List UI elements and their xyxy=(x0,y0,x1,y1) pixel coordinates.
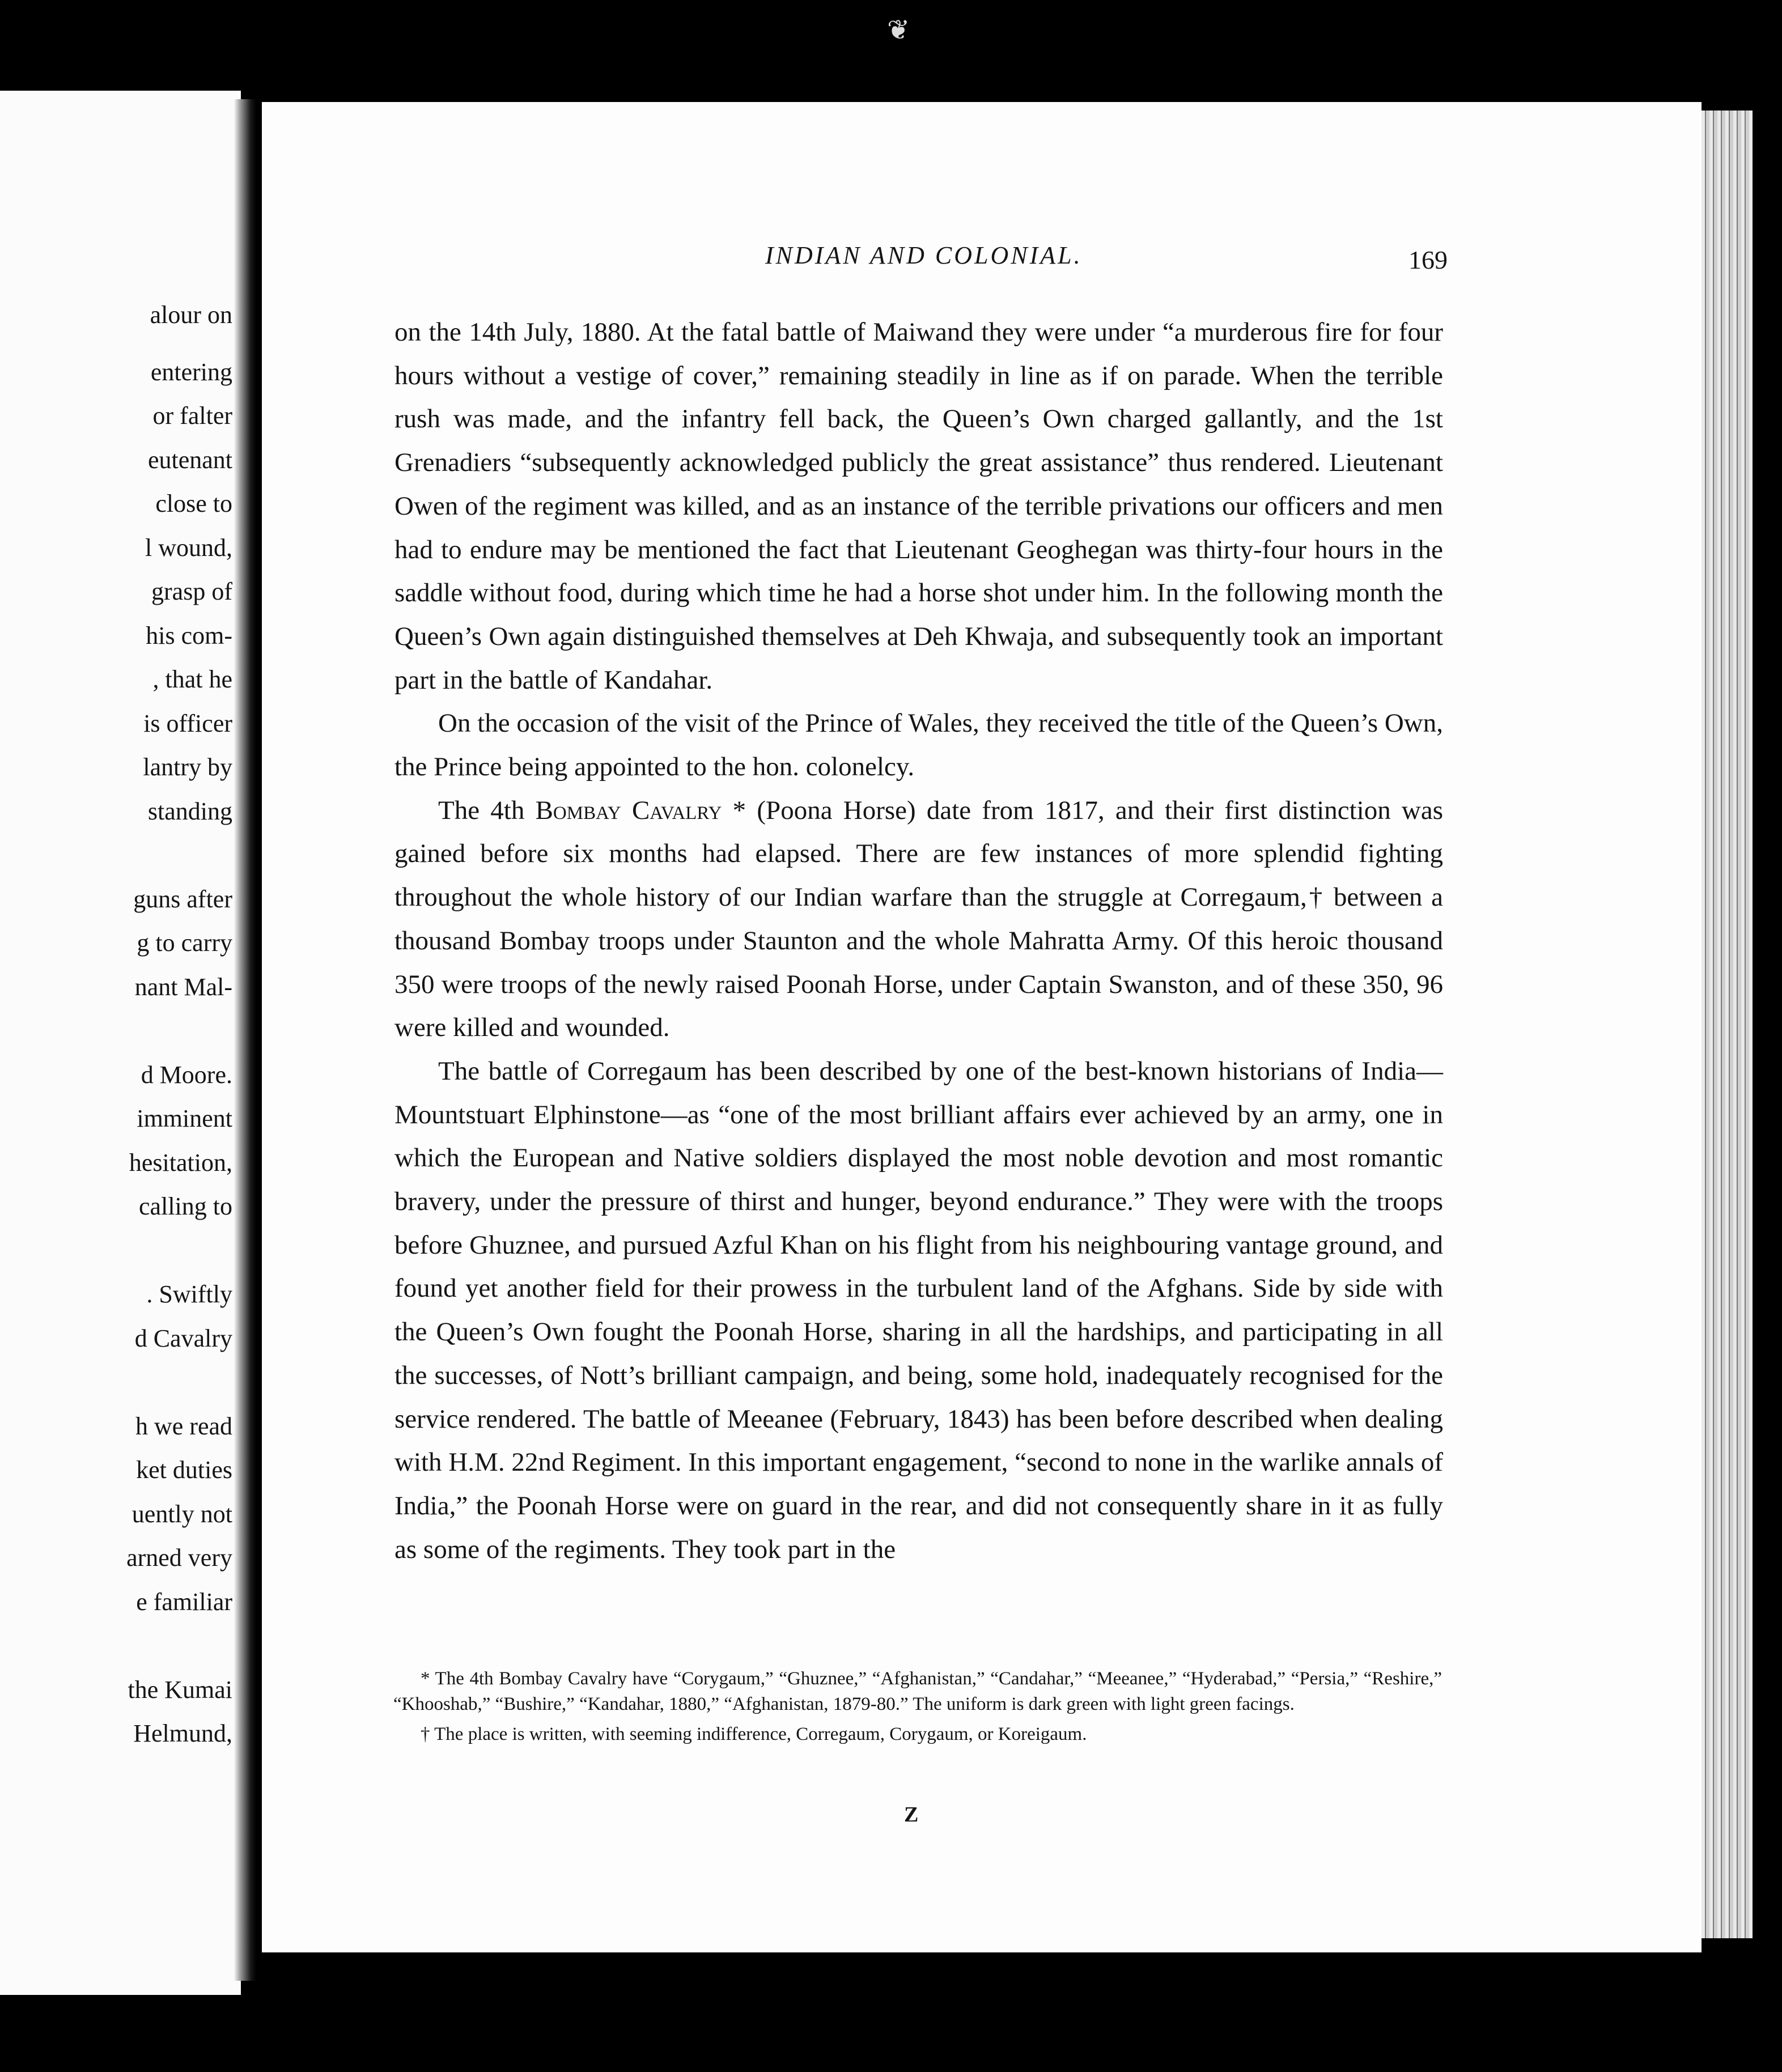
paragraph-2: On the occasion of the visit of the Prince of Wales, they received the title of the Queen’s Own, the Prince being appointed to the hon. colonelcy. xyxy=(394,708,1443,782)
left-page-line: Helmund, xyxy=(133,1719,232,1747)
left-page-line: g to carry xyxy=(137,929,232,957)
signature-mark: Z xyxy=(904,1803,919,1827)
left-page-line: nant Mal- xyxy=(134,973,232,1001)
left-page-first-line: alour on xyxy=(150,301,232,329)
left-page-line: his com- xyxy=(146,621,232,649)
regiment-name: Bombay Cavalry xyxy=(535,795,722,825)
footnote-1: * The 4th Bombay Cavalry have “Corygaum,” “Ghuznee,” “Afghanistan,” “Candahar,” “Meeanee,” “Hyderabad,” “Persia,” “Reshire,” “Khooshab,” “Bushire,” “Kandahar, 1880,” “Afghanistan, 1879-80.” The uniform is dark green with light green facings. xyxy=(393,1668,1442,1714)
left-page-line: d Moore. xyxy=(141,1060,232,1089)
left-page-line xyxy=(0,1360,232,1404)
paragraph-1: on the 14th July, 1880. At the fatal battle of Maiwand they were under “a murderous fire for four hours without a vestige of cover,” remaining steadily in line as if on parade. When the terrible rush was made, and the infantry fell back, the Queen’s Own charged gallantly, and the 1st Grenadiers “subsequently acknowledged publicly the great assistance” thus rendered. Lieutenant Owen of the regiment was killed, and as an instance of the terrible privations our officers and men had to endure may be mentioned the fact that Lieutenant Geoghegan was thirty-four hours in the saddle without food, during which time he had a horse shot under him. In the following month the Queen’s Own again distinguished themselves at Deh Khwaja, and subsequently took an important part in the battle of Kandahar. xyxy=(394,317,1443,695)
left-page-line xyxy=(0,1229,232,1273)
left-page-line xyxy=(0,833,232,877)
left-page-text xyxy=(0,306,232,1756)
left-page-line: close to xyxy=(155,490,232,517)
left-page-line: hesitation, xyxy=(129,1148,232,1177)
left-page-line xyxy=(0,306,232,350)
page-number: 169 xyxy=(1408,245,1448,274)
left-page-line: standing xyxy=(147,797,232,825)
running-head: INDIAN AND COLONIAL. xyxy=(765,241,1083,269)
paragraph-3-rest: * (Poona Horse) date from 1817, and their first distinction was gained before six months had elapsed. There are few instances of more splendid fighting throughout the whole history of our Indian warfare than the struggle at Corregaum,† between a thousand Bombay troops under Staunton and the whole Mahratta Army. Of this heroic thousand 350 were troops of the newly raised Poonah Horse, under Captain Swanston, and of these 350, 96 were killed and wounded. xyxy=(394,795,1443,1043)
left-page-line: calling to xyxy=(139,1192,232,1220)
left-page-line: , that he xyxy=(152,665,232,693)
left-page-line xyxy=(0,1009,232,1053)
footnotes xyxy=(393,1666,1442,1752)
paragraph-3-start: The 4th xyxy=(438,795,536,825)
left-page-line: d Cavalry xyxy=(134,1324,232,1352)
page-edges xyxy=(1702,111,1753,1938)
footnote-2: † The place is written, with seeming indifference, Corregaum, Corygaum, or Koreigaum. xyxy=(421,1724,1087,1744)
paragraph-4: The battle of Corregaum has been described by one of the best-known historians of India—Mountstuart Elphinstone—as “one of the most brilliant affairs ever achieved by an army, one in which the European and Native soldiers displayed the most noble devotion and most romantic bravery, under the pressure of thirst and hunger, beyond endurance.” They were with the troops before Ghuznee, and pursued Azful Khan on his flight from his neighbouring vantage ground, and found yet another field for their prowess in the turbulent land of the Afghans. Side by side with the Queen’s Own fought the Poonah Horse, sharing in all the hardships, and participating in all the successes, of Nott’s brilliant campaign, and being, some hold, inadequately recognised for the service rendered. The battle of Meeanee (February, 1843) has been before described when dealing with H.M. 22nd Regiment. In this important engagement, “second to none in the warlike annals of India,” the Poonah Horse were on guard in the rear, and did not consequently share in it as fully as some of the regiments. They took part in the xyxy=(394,1056,1443,1564)
left-page-line: lantry by xyxy=(143,753,232,781)
left-page-line: guns after xyxy=(133,885,232,913)
left-page-line: entering xyxy=(150,358,232,386)
paragraph-3 xyxy=(394,789,1443,1050)
left-page-line: the Kumai xyxy=(128,1675,232,1704)
left-page-line: ket duties xyxy=(136,1456,232,1484)
ornament-mark: ❦ xyxy=(887,15,910,45)
left-page-line: eutenant xyxy=(147,445,232,474)
left-page-line: arned very xyxy=(126,1544,232,1572)
left-page-line: grasp of xyxy=(151,578,232,605)
left-page-line: or falter xyxy=(152,402,232,430)
left-page-line: is officer xyxy=(143,709,232,737)
left-page-line: h we read xyxy=(135,1412,232,1440)
left-page-line: e familiar xyxy=(136,1587,232,1616)
left-page-line: uently not xyxy=(131,1500,232,1528)
book-gutter xyxy=(234,99,256,1981)
body-text xyxy=(394,311,1443,1571)
left-page-line: imminent xyxy=(137,1105,232,1132)
left-page-line: . Swiftly xyxy=(146,1280,232,1308)
left-page-line: l wound, xyxy=(145,533,232,562)
left-page-line xyxy=(0,1624,232,1668)
